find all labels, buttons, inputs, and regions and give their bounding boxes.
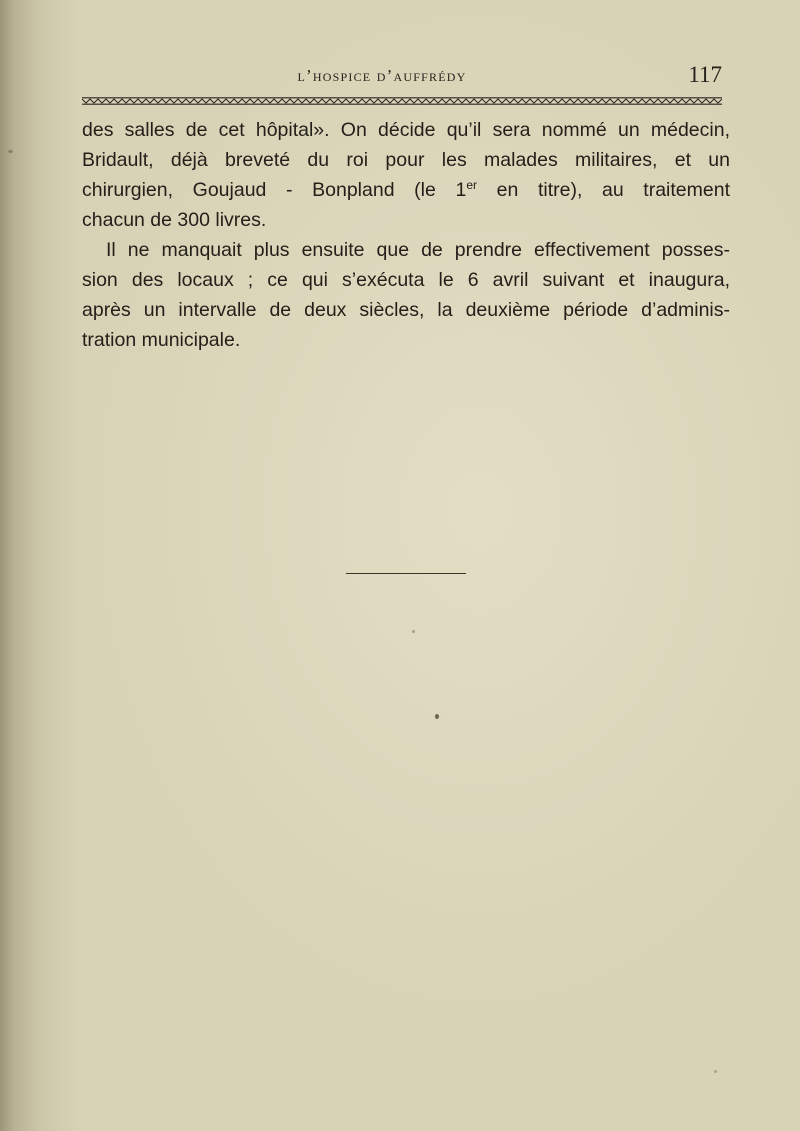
body-text xyxy=(82,115,730,355)
text-run: Bridault, déjà breveté du roi pour les malades militaires, et un xyxy=(82,149,730,171)
paper-speck xyxy=(412,630,415,633)
text-run: Il ne manquait plus ensuite que de prendre effectivement posses- xyxy=(106,239,730,261)
running-head xyxy=(82,62,722,92)
section-end-rule xyxy=(346,573,466,574)
text-line xyxy=(82,295,730,325)
paragraph-1 xyxy=(82,115,730,235)
text-run: chacun de 300 livres. xyxy=(82,209,267,231)
paper-speck xyxy=(8,150,13,153)
zigzag-rule-graphic xyxy=(82,97,722,105)
text-line xyxy=(82,115,730,145)
running-title: l’hospice d’auffrédy xyxy=(297,66,467,85)
text-line xyxy=(82,175,730,205)
ornamental-rule xyxy=(82,97,722,105)
text-line xyxy=(82,235,730,265)
text-run: après un intervalle de deux siècles, la deuxième période d’adminis- xyxy=(82,299,730,321)
text-run: chirurgien, Goujaud - Bonpland (le 1 xyxy=(82,179,467,201)
text-line xyxy=(82,265,730,295)
text-line xyxy=(82,325,730,355)
text-run: en titre), au traitement xyxy=(477,179,731,201)
text-run: sion des locaux ; ce qui s’exécuta le 6 avril suivant et inaugura, xyxy=(82,269,730,291)
text-run: tration municipale. xyxy=(82,329,241,351)
paper-speck xyxy=(714,1070,717,1073)
text-line xyxy=(82,205,730,235)
paragraph-2 xyxy=(82,235,730,355)
text-line xyxy=(82,145,730,175)
text-run: des salles de cet hôpital». On décide qu’il sera nommé un médecin, xyxy=(82,119,730,141)
superscript: er xyxy=(466,178,477,192)
page-number: 117 xyxy=(688,62,722,87)
paper-speck xyxy=(435,714,439,719)
